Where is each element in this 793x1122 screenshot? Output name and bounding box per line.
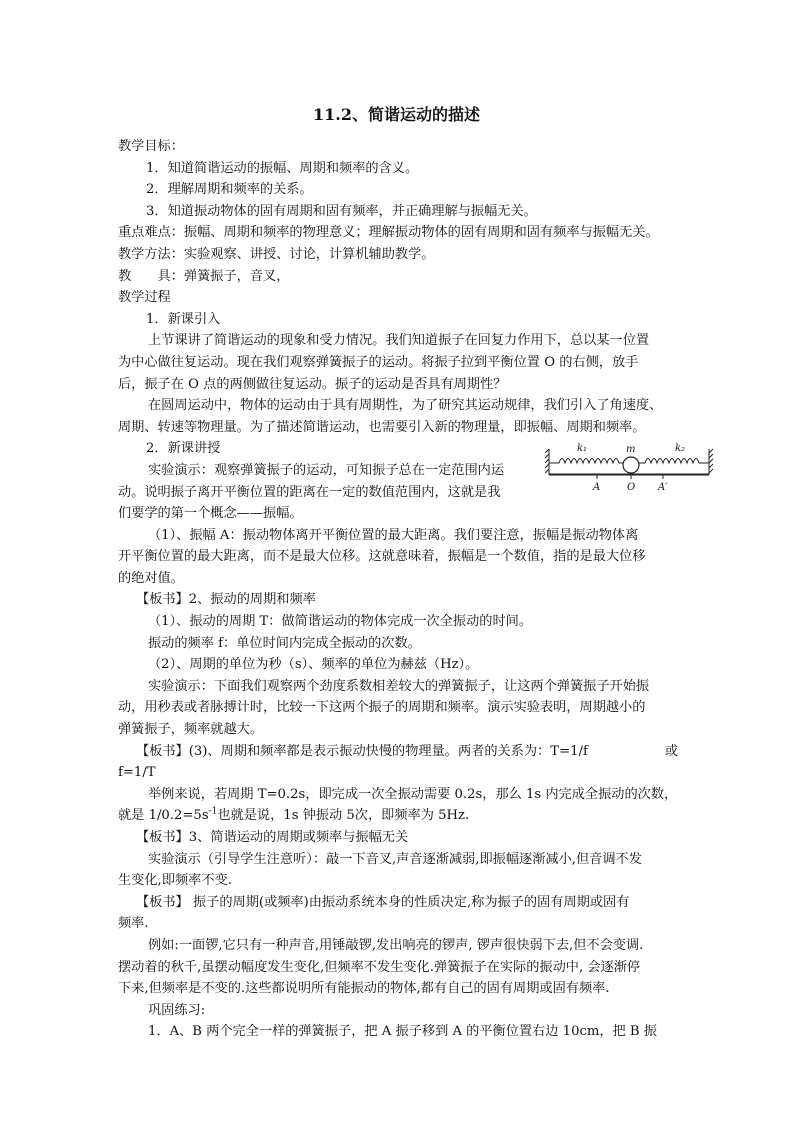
a-prime-label: A′ bbox=[658, 482, 668, 493]
text-segment: 也就是说，1s 钟振动 5次，即频率为 5Hz. bbox=[217, 808, 470, 824]
text-line: 1．知道简谐运动的振幅、周期和频率的含义。 bbox=[146, 160, 419, 176]
floor bbox=[549, 474, 709, 475]
text-line: 动。说明振子离开平衡位置的距离在一定的数值范围内，这就是我 bbox=[118, 484, 501, 500]
text-line: f=1/T bbox=[118, 765, 156, 781]
o-label: O bbox=[627, 482, 636, 493]
text-line: 在圆周运动中，物体的运动由于具有周期性，为了研究其运动规律，我们引入了角速度、 bbox=[148, 398, 663, 414]
text-line: 生变化,即频率不变. bbox=[118, 873, 232, 889]
page-title: 11.2、简谐运动的描述 bbox=[313, 105, 480, 124]
text-segment: 就是 1/0.2=5s bbox=[118, 808, 209, 824]
text-line: 为中心做往复运动。现在我们观察弹簧振子的运动。将振子拉到平衡位置 O 的右侧，放手 bbox=[118, 354, 639, 370]
text-line bbox=[118, 741, 678, 763]
text-line: 举例来说，若周期 T=0.2s，即完成一次全振动需要 0.2s，那么 1s 内完成全振动的次数， bbox=[148, 786, 678, 802]
text-line: 频率. bbox=[118, 916, 149, 932]
text-line: 2．新课讲授 bbox=[146, 441, 221, 457]
text-line: 3．知道振动物体的固有周期和固有频率，并正确理解与振幅无关。 bbox=[146, 203, 537, 219]
text-line: 巩固练习: bbox=[148, 1002, 206, 1018]
text-line: （2）、周期的单位为秒（s）、频率的单位为赫兹（Hz）。 bbox=[148, 657, 479, 673]
text-line: 【板书】 振子的周期(或频率)由振动系统本身的性质决定,称为振子的固有周期或固有 bbox=[136, 894, 630, 910]
a-label: A bbox=[593, 482, 601, 493]
right-spring bbox=[639, 459, 709, 464]
text-line: 的绝对值。 bbox=[118, 570, 184, 586]
text-line: 后，振子在 O 点的两侧做往复运动。振子的运动是否具有周期性？ bbox=[118, 376, 507, 392]
k1-label: k₁ bbox=[577, 443, 588, 454]
text-line: 2．理解周期和频率的关系。 bbox=[146, 182, 313, 198]
text-line: 教学过程 bbox=[118, 290, 171, 306]
document-body bbox=[118, 136, 678, 1043]
text-line: 【板书】2、振动的周期和频率 bbox=[136, 592, 316, 608]
text-line: 开平衡位置的最大距离，而不是最大位移。这就意味着，振幅是一个数值，指的是最大位移 bbox=[118, 549, 646, 565]
text-line: 实验演示（引导学生注意听）：敲一下音叉,声音逐渐减弱,即振幅逐渐减小,但音调不发 bbox=[148, 851, 642, 867]
text-line bbox=[118, 805, 678, 827]
position-ticks bbox=[597, 475, 663, 479]
text-line: 上节课讲了简谐运动的现象和受力情况。我们知道振子在回复力作用下，总以某一位置 bbox=[148, 333, 650, 349]
k2-label: k₂ bbox=[675, 443, 686, 454]
text-line: 教 具：弹簧振子，音叉， bbox=[118, 268, 290, 284]
text-segment: 或 bbox=[664, 743, 678, 759]
text-line: 动，用秒表或者脉搏计时，比较一下这两个振子的周期和频率。演示实验表明，周期越小的 bbox=[118, 700, 646, 716]
text-line: （1）、振幅 A：振动物体离开平衡位置的最大距离。我们要注意，振幅是振动物体离 bbox=[148, 527, 639, 543]
text-line: 重点难点：振幅、周期和频率的物理意义；理解振动物体的固有周期和固有频率与振幅无关。 bbox=[118, 225, 659, 241]
text-line: 教学方法：实验观察、讲授、讨论，计算机辅助教学。 bbox=[118, 246, 435, 262]
oscillator-ball bbox=[623, 457, 639, 473]
text-line: 例如:一面锣,它只有一种声音,用锤敲锣,发出响亮的锣声, 锣声很快弱下去,但不会变调. bbox=[148, 937, 644, 953]
left-spring bbox=[549, 459, 623, 464]
text-line: 振动的频率 f：单位时间内完成全振动的次数。 bbox=[148, 635, 421, 651]
text-line: 1．新课引入 bbox=[146, 311, 221, 327]
text-line: 【板书】3、简谐运动的周期或频率与振幅无关 bbox=[136, 830, 409, 845]
left-wall bbox=[545, 449, 549, 475]
text-line: 摆动着的秋千,虽摆动幅度发生变化,但频率不发生变化.弹簧振子在实际的振动中, 会逐渐停 bbox=[118, 959, 641, 975]
text-line: 们要学的第一个概念——振幅。 bbox=[118, 506, 303, 522]
text-segment: 【板书】(3)、周期和频率都是表示振动快慢的物理量。两者的关系为：T=1/f bbox=[136, 743, 588, 759]
text-line: 教学目标： bbox=[118, 139, 184, 154]
text-line: 下来,但频率是不变的.这些都说明所有能振动的物体,都有自己的固有周期或固有频率. bbox=[118, 981, 610, 997]
text-line: 实验演示：下面我们观察两个劲度系数相差较大的弹簧振子，让这两个弹簧振子开始振 bbox=[148, 678, 650, 694]
text-line: 弹簧振子，频率就越大。 bbox=[118, 722, 264, 738]
text-line: 实验演示：观察弹簧振子的运动，可知振子总在一定范围内运 bbox=[148, 462, 505, 478]
text-line: 周期、转速等物理量。为了描述简谐运动，也需要引入新的物理量，即振幅、周期和频率。 bbox=[118, 419, 646, 435]
spring-oscillator-figure bbox=[545, 441, 715, 493]
superscript: -1 bbox=[208, 807, 218, 818]
text-line: 1．A、B 两个完全一样的弹簧振子，把 A 振子移到 A 的平衡位置右边 10cm，把 B 振 bbox=[148, 1024, 657, 1040]
text-line: （1）、振动的周期 T：做简谐运动的物体完成一次全振动的时间。 bbox=[148, 614, 533, 630]
right-wall bbox=[709, 449, 713, 475]
m-label: m bbox=[626, 444, 636, 455]
